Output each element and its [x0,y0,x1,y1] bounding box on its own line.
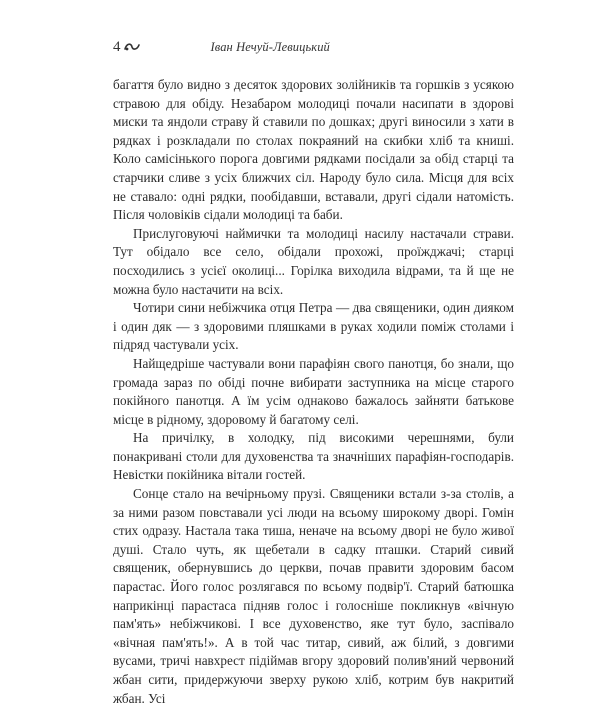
paragraph: Прислуговуючі наймички та молодиці насилу настачали страви. Тут обідало все село, обідали прохожі, проїжджачі; старці посходились з усієї околиці... Горілка виходила відрами, та й ще не можна було настачити на всіх. [113,225,514,297]
paragraph: Чотири сини небіжчика отця Петра — два священики, один дияком і один дяк — з здоровими пляшками в руках ходили поміж столами і підряд частували усіх. [113,300,514,353]
paragraph: Найщедріше частували вони парафіян свого панотця, бо знали, що громада зараз по обіді почне вибирати заступника на місце старого покійного панотця. А їм усім однаково бажалось зайняти батькове місце в рідному, здоровому й багатому селі. [113,355,514,427]
swirl-ornament-icon [123,41,141,53]
running-header [113,36,514,58]
body-text [113,76,514,708]
author-name: Іван Нечуй-Левицький [210,39,330,54]
paragraph: Сонце стало на вечірньому прузі. Священики встали з-за столів, а за ними разом повставали усі люди на всьому широкому дворі. Гомін стих одразу. Настала така тиша, неначе на всьому дворі не було живої душі. Стало чуть, як щебетали в садку пташки. Старий сивий священик, обернувшись до церкви, почав правити здоровим басом парастас. Його голос розлягався по всьому подвір'ї. Старий батюшка наприкінці парастаса підняв голос і голосніше покликнув «вічную пам'ять» небіжчикові. І все духовенство, яке тут було, заспівало «вічная пам'ять!». А в той час титар, сивий, аж білий, з довгими вусами, тричі навхрест підіймав вгору здоровий полив'яний червоний жбан сити, придержуючи зверху рукою хліб, котрим був накритий жбан. Усі [113,486,514,706]
paragraph: На причілку, в холодку, під високими черешнями, були понакривані столи для духовенства та значніших парафіян-господарів. Невістки покійника вітали гостей. [113,430,514,483]
paragraph: багаття було видно з десяток здорових золійників та горшків з усякою стравою для обіду. Незабаром молодиці почали насипати в здорові миски та яндоли страву й ставили по дошках; другі виносили з хати в рядках і розкладали по столах покраяний на скибки хліб та книші. Коло самісінького порога довгими рядками посідали за обід старці та старчики сливе з усіх ближчих сіл. Народу було сила. Місця для всіх не ставало: одні рядки, пообідавши, вставали, другі сідали натомість. Після чоловіків сідали молодиці та баби. [113,77,514,223]
page-number: 4 [113,38,121,55]
